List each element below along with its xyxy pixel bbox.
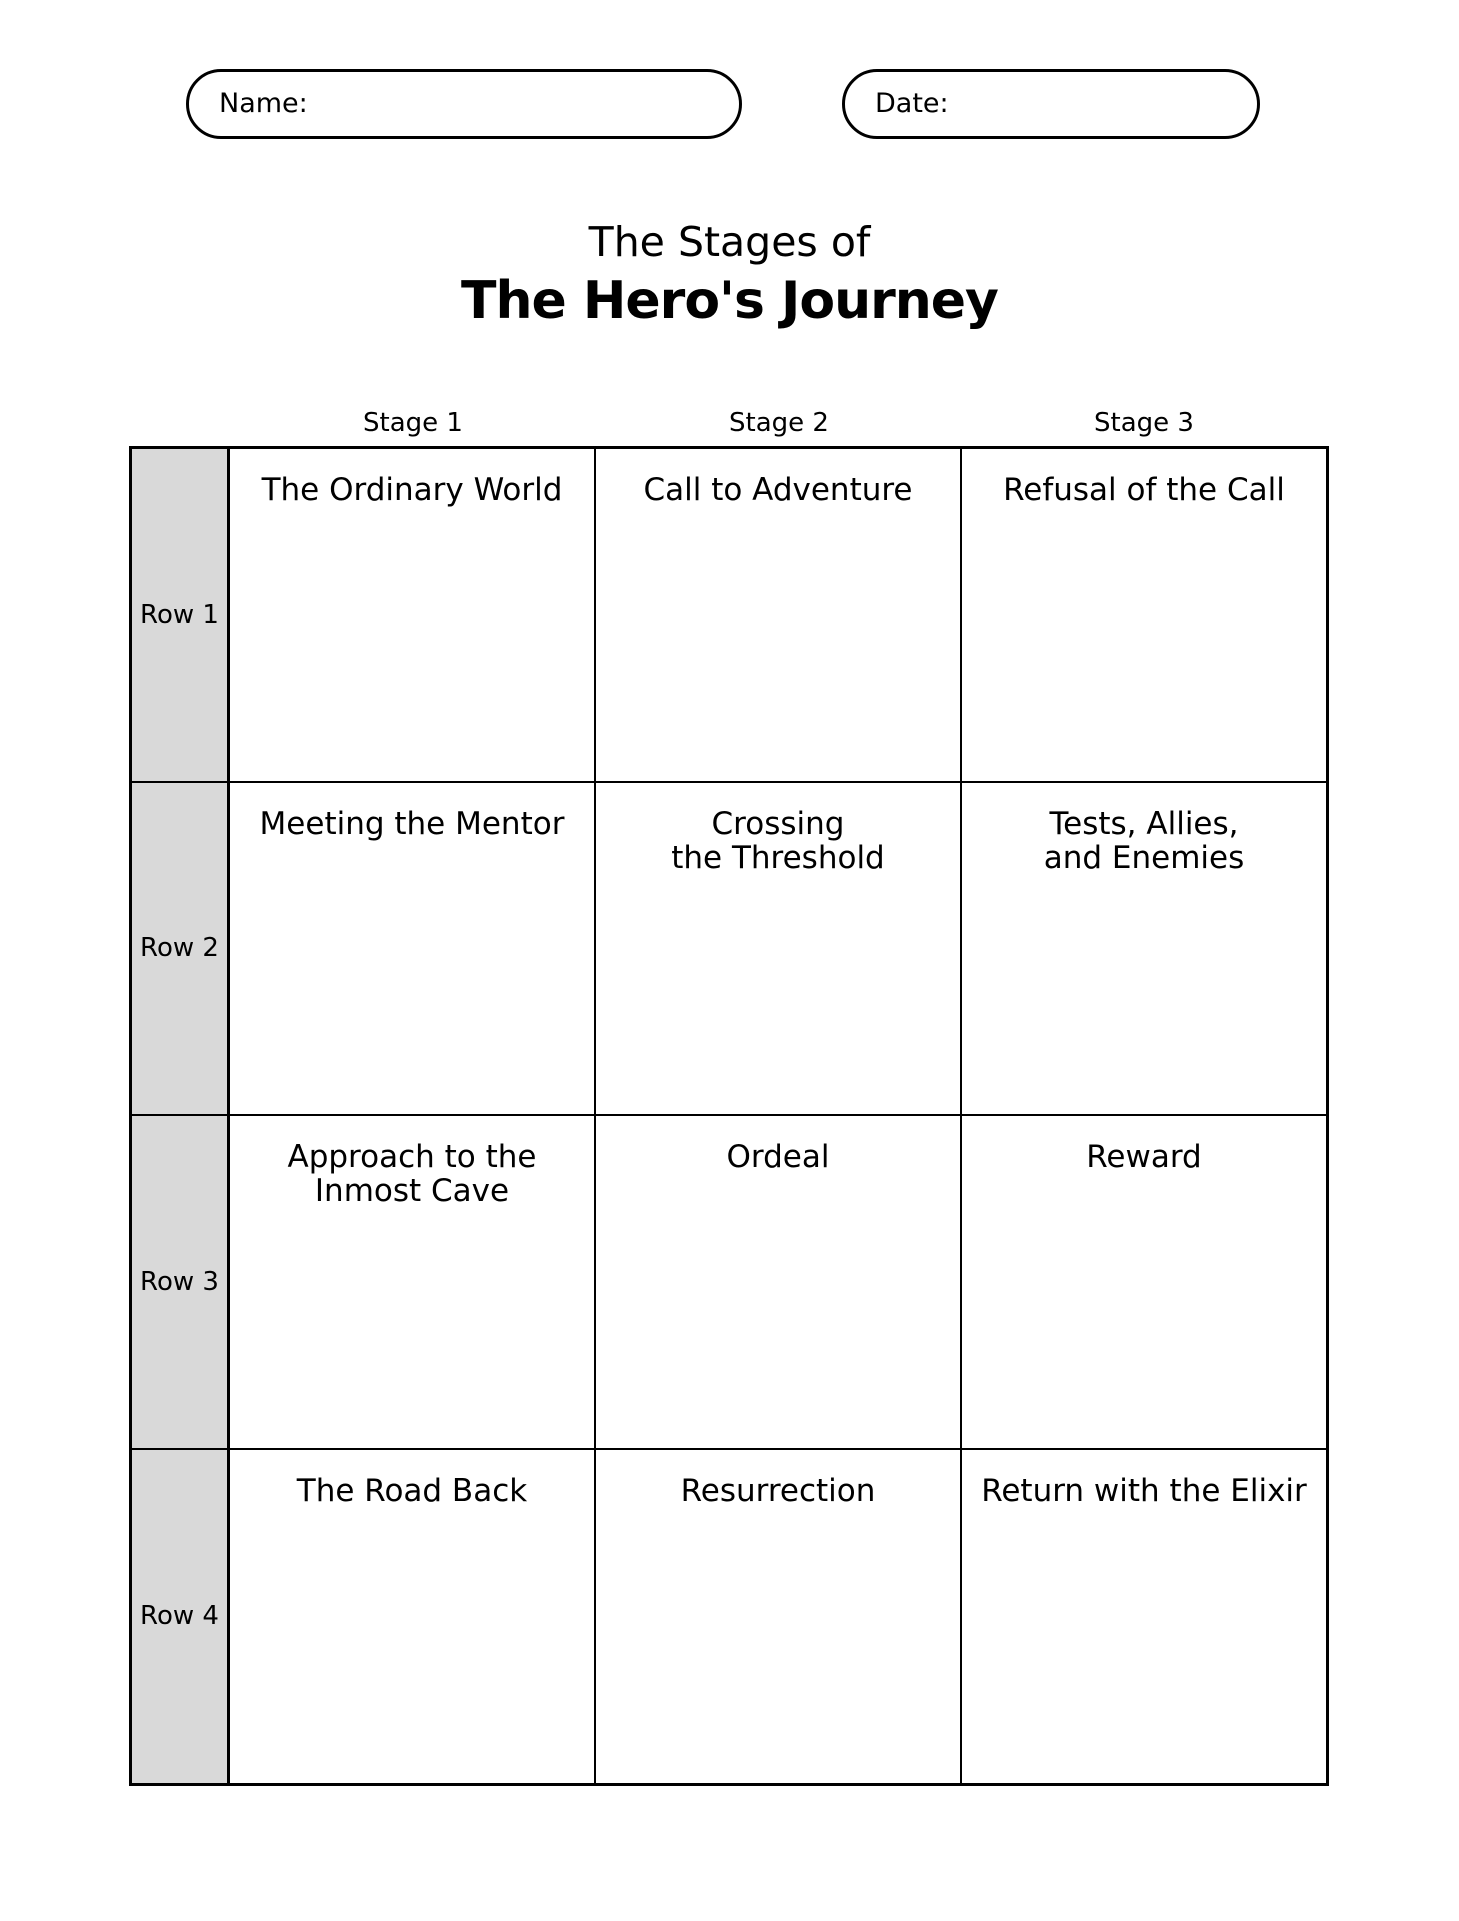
- journey-grid: [129, 446, 1329, 1786]
- row-label-1: Row 1: [132, 449, 230, 783]
- grid-cell[interactable]: Resurrection: [596, 1450, 962, 1784]
- grid-cell[interactable]: Meeting the Mentor: [230, 783, 596, 1117]
- grid-cell[interactable]: Refusal of the Call: [962, 449, 1326, 783]
- row-label-3: Row 3: [132, 1116, 230, 1450]
- date-label: Date:: [875, 88, 949, 119]
- grid-cell[interactable]: Return with the Elixir: [981, 1472, 1307, 1509]
- grid-cell[interactable]: The Road Back: [230, 1450, 596, 1784]
- name-label: Name:: [219, 88, 308, 119]
- grid-cell[interactable]: Approach to the Inmost Cave: [230, 1116, 596, 1450]
- grid-cell[interactable]: Crossing the Threshold: [596, 783, 962, 1117]
- name-field[interactable]: [186, 69, 742, 139]
- grid-cell[interactable]: The Ordinary World: [230, 449, 596, 783]
- row-label-4: Row 4: [132, 1450, 230, 1784]
- grid-cell[interactable]: Call to Adventure: [596, 449, 962, 783]
- column-header-stage-3: Stage 3: [1094, 408, 1194, 438]
- title-line-2: The Hero's Journey: [461, 271, 998, 331]
- row-label-2: Row 2: [132, 783, 230, 1117]
- title-line-1: The Stages of: [588, 218, 871, 266]
- column-header-stage-1: Stage 1: [363, 408, 463, 438]
- grid-cell[interactable]: Tests, Allies, and Enemies: [962, 783, 1326, 1117]
- grid-cell[interactable]: Ordeal: [596, 1116, 962, 1450]
- title-block: [0, 214, 1459, 332]
- column-header-stage-2: Stage 2: [729, 408, 829, 438]
- date-field[interactable]: [842, 69, 1260, 139]
- grid-cell[interactable]: Reward: [962, 1116, 1326, 1450]
